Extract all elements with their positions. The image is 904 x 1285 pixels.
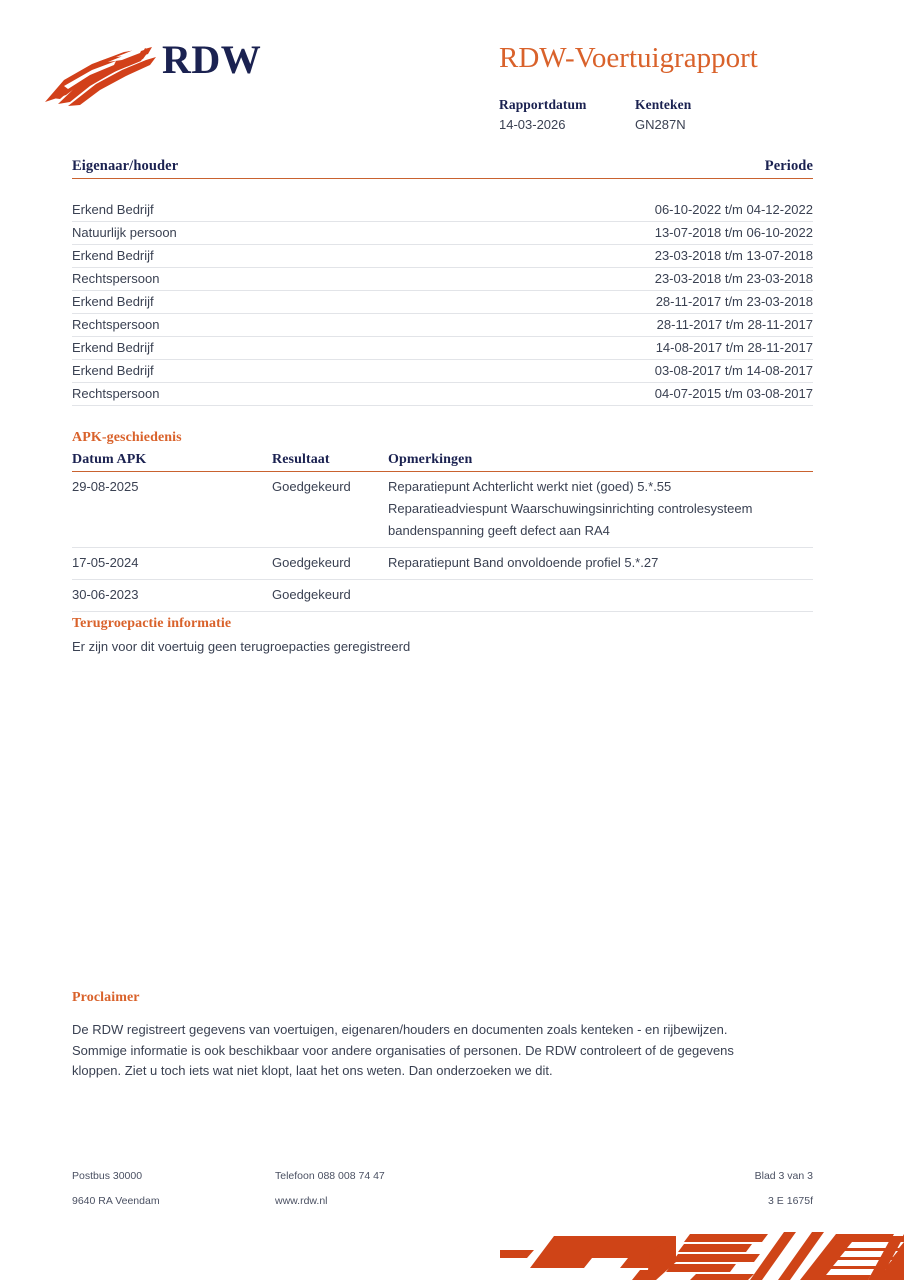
license-plate-block <box>635 96 691 135</box>
apk-table <box>72 472 813 612</box>
owner-holder-cell: Erkend Bedrijf <box>72 337 367 360</box>
owner-period-cell: 06-10-2022 t/m 04-12-2022 <box>367 199 813 222</box>
report-meta <box>499 96 829 135</box>
recall-heading: Terugroepactie informatie <box>72 616 232 631</box>
owner-period-cell: 13-07-2018 t/m 06-10-2022 <box>367 222 813 245</box>
report-date-value: 14-03-2026 <box>499 117 566 132</box>
table-row <box>72 472 813 548</box>
report-date-label: Rapportdatum <box>499 97 587 112</box>
apk-table-header <box>72 452 813 472</box>
owner-holder-cell: Erkend Bedrijf <box>72 291 367 314</box>
table-row <box>72 245 813 268</box>
owner-holder-cell: Erkend Bedrijf <box>72 199 367 222</box>
owner-period-cell: 23-03-2018 t/m 23-03-2018 <box>367 268 813 291</box>
apk-remark-line: Reparatiepunt Achterlicht werkt niet (goed) 5.*.55 <box>388 479 672 494</box>
owner-table <box>72 199 813 406</box>
apk-result-cell: Goedgekeurd <box>272 580 388 612</box>
table-row <box>72 222 813 245</box>
apk-remarks-cell <box>388 472 813 548</box>
apk-result-cell: Goedgekeurd <box>272 472 388 548</box>
proclaimer-line: kloppen. Ziet u toch iets wat niet klopt, laat het ons weten. Dan onderzoeken we dit. <box>72 1063 553 1078</box>
owner-holder-cell: Erkend Bedrijf <box>72 245 367 268</box>
table-row <box>72 548 813 580</box>
apk-heading: APK-geschiedenis <box>72 430 182 445</box>
owner-period-cell: 28-11-2017 t/m 23-03-2018 <box>367 291 813 314</box>
owner-holder-cell: Rechtspersoon <box>72 314 367 337</box>
table-row <box>72 360 813 383</box>
table-row <box>72 383 813 406</box>
proclaimer-line: Sommige informatie is ook beschikbaar voor andere organisaties of personen. De RDW controleert of de gegevens <box>72 1042 734 1058</box>
owner-period-cell: 04-07-2015 t/m 03-08-2017 <box>367 383 813 406</box>
rdw-wordmark: RDW <box>162 37 262 82</box>
footer-page-number: Blad 3 van 3 <box>754 1170 813 1182</box>
report-date-block <box>499 96 635 135</box>
table-row <box>72 580 813 612</box>
apk-col-date: Datum APK <box>72 452 147 467</box>
apk-col-remarks: Opmerkingen <box>388 452 473 467</box>
table-row <box>72 199 813 222</box>
proclaimer-text <box>72 1020 777 1082</box>
owner-period-cell: 14-08-2017 t/m 28-11-2017 <box>367 337 813 360</box>
page-footer <box>72 1170 813 1220</box>
apk-remark-line: Reparatieadviespunt Waarschuwingsinrichting controlesysteem <box>388 501 753 516</box>
page-title: RDW-Voertuigrapport <box>499 42 758 74</box>
apk-date-cell: 30-06-2023 <box>72 580 272 612</box>
owner-holder-cell: Rechtspersoon <box>72 383 367 406</box>
owner-heading: Eigenaar/houder <box>72 158 179 174</box>
apk-remark-line: bandenspanning geeft defect aan RA4 <box>388 523 610 538</box>
apk-remark-line: Reparatiepunt Band onvoldoende profiel 5.*.27 <box>388 555 659 570</box>
apk-date-cell: 17-05-2024 <box>72 548 272 580</box>
license-plate-label: Kenteken <box>635 97 692 112</box>
recall-text: Er zijn voor dit voertuig geen terugroepacties geregistreerd <box>72 639 411 654</box>
footer-row-1 <box>72 1170 813 1195</box>
rdw-logo <box>42 30 302 110</box>
owner-period-cell: 03-08-2017 t/m 14-08-2017 <box>367 360 813 383</box>
apk-remarks-cell <box>388 580 813 612</box>
owner-period-cell: 28-11-2017 t/m 28-11-2017 <box>367 314 813 337</box>
apk-date-cell: 29-08-2025 <box>72 472 272 548</box>
license-plate-value: GN287N <box>635 117 686 132</box>
apk-result-cell: Goedgekeurd <box>272 548 388 580</box>
apk-col-result: Resultaat <box>272 452 330 467</box>
period-heading: Periode <box>764 158 813 174</box>
apk-remarks-cell <box>388 548 813 580</box>
apk-remark-line <box>388 584 813 606</box>
rdw-feather-icon <box>42 40 172 110</box>
footer-form-code: 3 E 1675f <box>768 1195 813 1207</box>
owner-holder-cell: Natuurlijk persoon <box>72 222 367 245</box>
footer-row-2 <box>72 1195 813 1220</box>
footer-city: 9640 RA Veendam <box>72 1195 160 1207</box>
footer-postbus: Postbus 30000 <box>72 1170 143 1182</box>
table-row <box>72 268 813 291</box>
footer-website[interactable]: www.rdw.nl <box>275 1195 328 1207</box>
proclaimer-heading: Proclaimer <box>72 990 140 1005</box>
table-row <box>72 337 813 360</box>
table-row <box>72 314 813 337</box>
owner-holder-cell: Rechtspersoon <box>72 268 367 291</box>
owner-period-cell: 23-03-2018 t/m 13-07-2018 <box>367 245 813 268</box>
owner-holder-cell: Erkend Bedrijf <box>72 360 367 383</box>
rdw-speed-lines-decoration <box>500 1222 904 1280</box>
proclaimer-line: De RDW registreert gegevens van voertuigen, eigenaren/houders en documenten zoals kenteken - en rijbewijzen. <box>72 1022 728 1037</box>
footer-phone: Telefoon 088 008 74 47 <box>275 1170 385 1182</box>
owner-header-rule <box>72 178 813 179</box>
owner-section-header <box>72 158 813 179</box>
table-row <box>72 291 813 314</box>
